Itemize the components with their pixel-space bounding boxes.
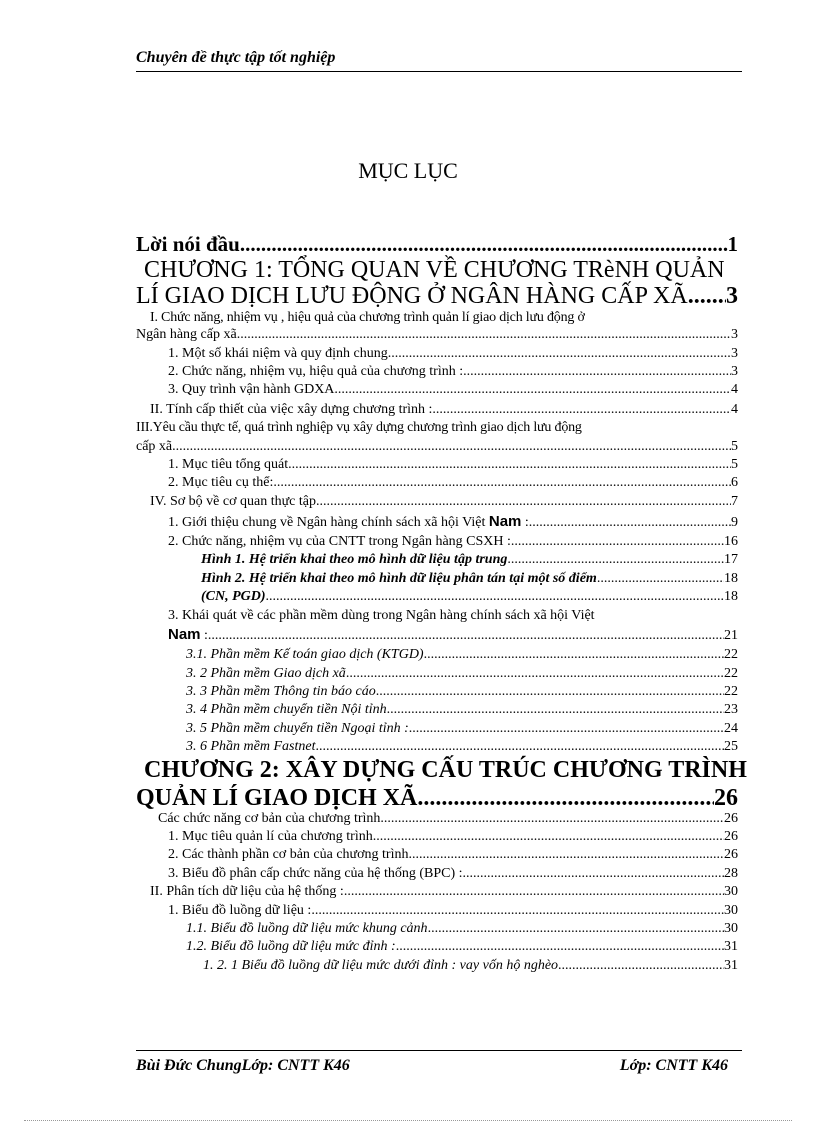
toc-label: 2. Chức năng, nhiệm vụ của CNTT trong Ngân hàng CSXH : [168,534,511,549]
toc-entry[interactable] [168,364,738,380]
toc-entry[interactable] [136,784,738,812]
toc-page: 17 [724,552,738,567]
toc-leader [597,571,724,587]
toc-leader [417,784,714,812]
toc-leader [688,282,726,310]
toc-leader [376,684,724,700]
toc-entry[interactable] [158,811,738,827]
footer-class: Lớp: CNTT K46 [619,1057,728,1074]
toc-leader [409,847,725,863]
toc-page: 18 [724,589,738,604]
toc-label: I. Chức năng, nhiệm vụ , hiệu quả của chương trình quản lí giao dịch lưu động ở [150,310,585,325]
toc-entry[interactable] [168,475,738,491]
toc-label: QUẢN LÍ GIAO DỊCH XÃ [136,785,418,811]
toc-leader [424,647,724,663]
toc-leader [432,402,731,418]
toc-page: 22 [724,666,738,681]
toc-label: Hình 2. Hệ triển khai theo mô hình dữ liệu phân tán tại một số điểm [201,571,597,586]
toc-leader [409,721,724,737]
toc-label: (CN, PGD) [201,589,266,604]
toc-entry[interactable] [168,866,738,882]
toc-label: 2. Chức năng, nhiệm vụ, hiệu quả của chương trình : [168,364,464,379]
toc-leader [315,739,724,755]
toc-label: 1. Biểu đồ luồng dữ liệu : [168,903,312,918]
toc-page: 22 [724,684,738,699]
toc-entry[interactable] [150,884,738,900]
toc-page: 31 [724,958,738,973]
toc-entry[interactable] [201,571,738,587]
toc-label: 3. 3 Phần mềm Thông tin báo cáo [186,684,376,699]
toc-leader [388,346,731,362]
toc-leader [387,702,724,718]
toc-entry[interactable] [168,829,738,845]
toc-entry[interactable] [201,589,738,605]
toc-page: 21 [724,628,738,643]
toc-label: 1. Mục tiêu tổng quát [168,457,289,472]
toc-label: 1.2. Biểu đồ luồng dữ liệu mức đỉnh : [186,939,396,954]
toc-label: 3. 5 Phần mềm chuyển tiền Ngoại tỉnh : [186,721,409,736]
toc-page: 3 [731,364,738,379]
toc-leader [346,666,724,682]
toc-leader [334,382,731,398]
toc-label: II. Phân tích dữ liệu của hệ thống : [150,884,344,899]
toc-page: 26 [714,785,738,811]
toc-entry[interactable] [186,702,738,718]
toc-entry[interactable] [168,903,738,919]
toc-leader [511,534,724,550]
toc-label: Ngân hàng cấp xã [136,327,237,342]
toc-page: 30 [724,921,738,936]
toc-entry[interactable] [201,552,738,568]
toc-label: 3. 4 Phần mềm chuyển tiền Nội tỉnh [186,702,387,717]
toc-leader [237,327,731,343]
toc-label: 1. Mục tiêu quản lí của chương trình [168,829,373,844]
toc-label: 3. 2 Phần mềm Giao dịch xã [186,666,346,681]
toc-label-part: : [521,515,529,530]
toc-label: LÍ GIAO DỊCH LƯU ĐỘNG Ở NGÂN HÀNG CẤP XÃ [136,283,688,309]
toc-page: 26 [724,811,738,826]
toc-entry-line [150,310,738,326]
toc-label: Các chức năng cơ bản của chương trình [158,811,381,826]
toc-leader [396,939,724,955]
toc-leader [380,811,724,827]
toc-entry[interactable] [150,402,738,418]
toc-leader [288,457,731,473]
toc-label: 3. Khái quát về các phần mềm dùng trong Ngân hàng chính sách xã hội Việt [168,608,595,623]
toc-page: 25 [724,739,738,754]
toc-page: 9 [731,515,738,530]
toc-leader [463,364,731,380]
toc-entry[interactable] [136,439,738,455]
toc-entry-line [168,608,738,624]
toc-label: IV. Sơ bộ về cơ quan thực tập [150,494,316,509]
toc-leader [208,628,724,644]
toc-entry[interactable] [136,327,738,343]
toc-page: 5 [731,457,738,472]
toc-leader [316,494,731,510]
toc-leader [172,439,731,455]
toc-entry[interactable] [186,739,738,755]
toc-page: 24 [724,721,738,736]
toc-page: 7 [731,494,738,509]
toc-page: 3 [731,327,738,342]
toc-entry[interactable] [150,494,738,510]
toc-entry[interactable] [168,847,738,863]
toc-label: 3. 6 Phần mềm Fastnet [186,739,316,754]
toc-page: 28 [724,866,738,881]
toc-leader [529,515,731,531]
toc-label: 3. Biểu đồ phân cấp chức năng của hệ thống (BPC) : [168,866,463,881]
toc-page: 3 [726,283,738,309]
toc-entry[interactable] [168,346,738,362]
toc-label: 2. Các thành phần cơ bản của chương trình [168,847,409,862]
toc-leader [240,232,728,256]
toc-label: III.Yêu cầu thực tế, quá trình nghiệp vụ xây dựng chương trình giao dịch lưu động [136,420,582,435]
toc-leader [463,866,724,882]
toc-entry[interactable] [203,958,738,974]
toc-label: cấp xã [136,439,173,454]
page-footer [136,1050,742,1074]
chapter-1-heading[interactable]: CHƯƠNG 1: TỔNG QUAN VỀ CHƯƠNG TRèNH QUẢN [144,257,725,283]
toc-page: 23 [724,702,738,717]
toc-leader [344,884,724,900]
toc-leader [558,958,724,974]
toc-entry[interactable] [186,666,738,682]
toc-page: 30 [724,903,738,918]
toc-entry[interactable] [168,627,738,644]
toc-page: 26 [724,829,738,844]
toc-entry[interactable] [186,721,738,737]
toc-label: 1.1. Biểu đồ luồng dữ liệu mức khung cảnh [186,921,428,936]
toc-page: 30 [724,884,738,899]
toc-page: 22 [724,647,738,662]
toc-label-part: Nam [488,513,522,530]
toc-label: II. Tính cấp thiết của việc xây dựng chương trình : [150,402,433,417]
toc-entry[interactable] [168,514,738,531]
toc-entry[interactable] [136,282,738,310]
toc-leader [507,552,724,568]
toc-leader [373,829,724,845]
header-text: Chuyên đề thực tập tốt nghiệp [136,49,336,66]
toc-leader [273,475,731,491]
toc-page: 4 [731,382,738,397]
toc-page: 6 [731,475,738,490]
toc-label-part: Nam [168,626,201,643]
footer-author: Bùi Đức ChungLớp: CNTT K46 [136,1057,350,1074]
page-header [136,49,742,72]
toc-page: 18 [724,571,738,586]
toc-label [168,627,208,644]
toc-entry[interactable] [168,382,738,398]
toc-page: 3 [731,346,738,361]
page-bottom-divider [24,1120,792,1121]
toc-entry[interactable] [186,647,738,663]
toc-leader [311,903,724,919]
page-title: MỤC LỤC [358,158,458,183]
toc-leader [266,589,724,605]
toc-page: 5 [731,439,738,454]
toc-entry-line [136,420,738,436]
toc-entry[interactable] [186,939,738,955]
toc-leader [428,921,724,937]
toc-page: 31 [724,939,738,954]
chapter-2-heading[interactable]: CHƯƠNG 2: XÂY DỰNG CẤU TRÚC CHƯƠNG TRÌNH [144,757,747,783]
toc-label: Hình 1. Hệ triển khai theo mô hình dữ liệu tập trung [201,552,508,567]
toc-label: 3. Quy trình vận hành GDXA [168,382,335,397]
toc-entry[interactable] [168,457,738,473]
toc-page: 4 [731,402,738,417]
toc-entry[interactable] [136,232,738,256]
toc-entry[interactable] [186,921,738,937]
toc-label: 3.1. Phần mềm Kế toán giao dịch (KTGD) [186,647,424,662]
toc-label: Lời nói đầu [136,232,240,256]
toc-label: 2. Mục tiêu cụ thể: [168,475,274,490]
toc-label: 1. 2. 1 Biểu đồ luồng dữ liệu mức dưới đỉnh : vay vốn hộ nghèo [203,958,559,973]
toc-label-part: : [200,628,208,643]
toc-label [168,514,529,531]
toc-page: 1 [727,232,738,256]
toc-entry[interactable] [186,684,738,700]
toc-page: 16 [724,534,738,549]
toc-label: 1. Một số khái niệm và quy định chung [168,346,388,361]
toc-entry[interactable] [168,534,738,550]
toc-label-part: 1. Giới thiệu chung về Ngân hàng chính sách xã hội Việt [168,515,489,530]
toc-page: 26 [724,847,738,862]
